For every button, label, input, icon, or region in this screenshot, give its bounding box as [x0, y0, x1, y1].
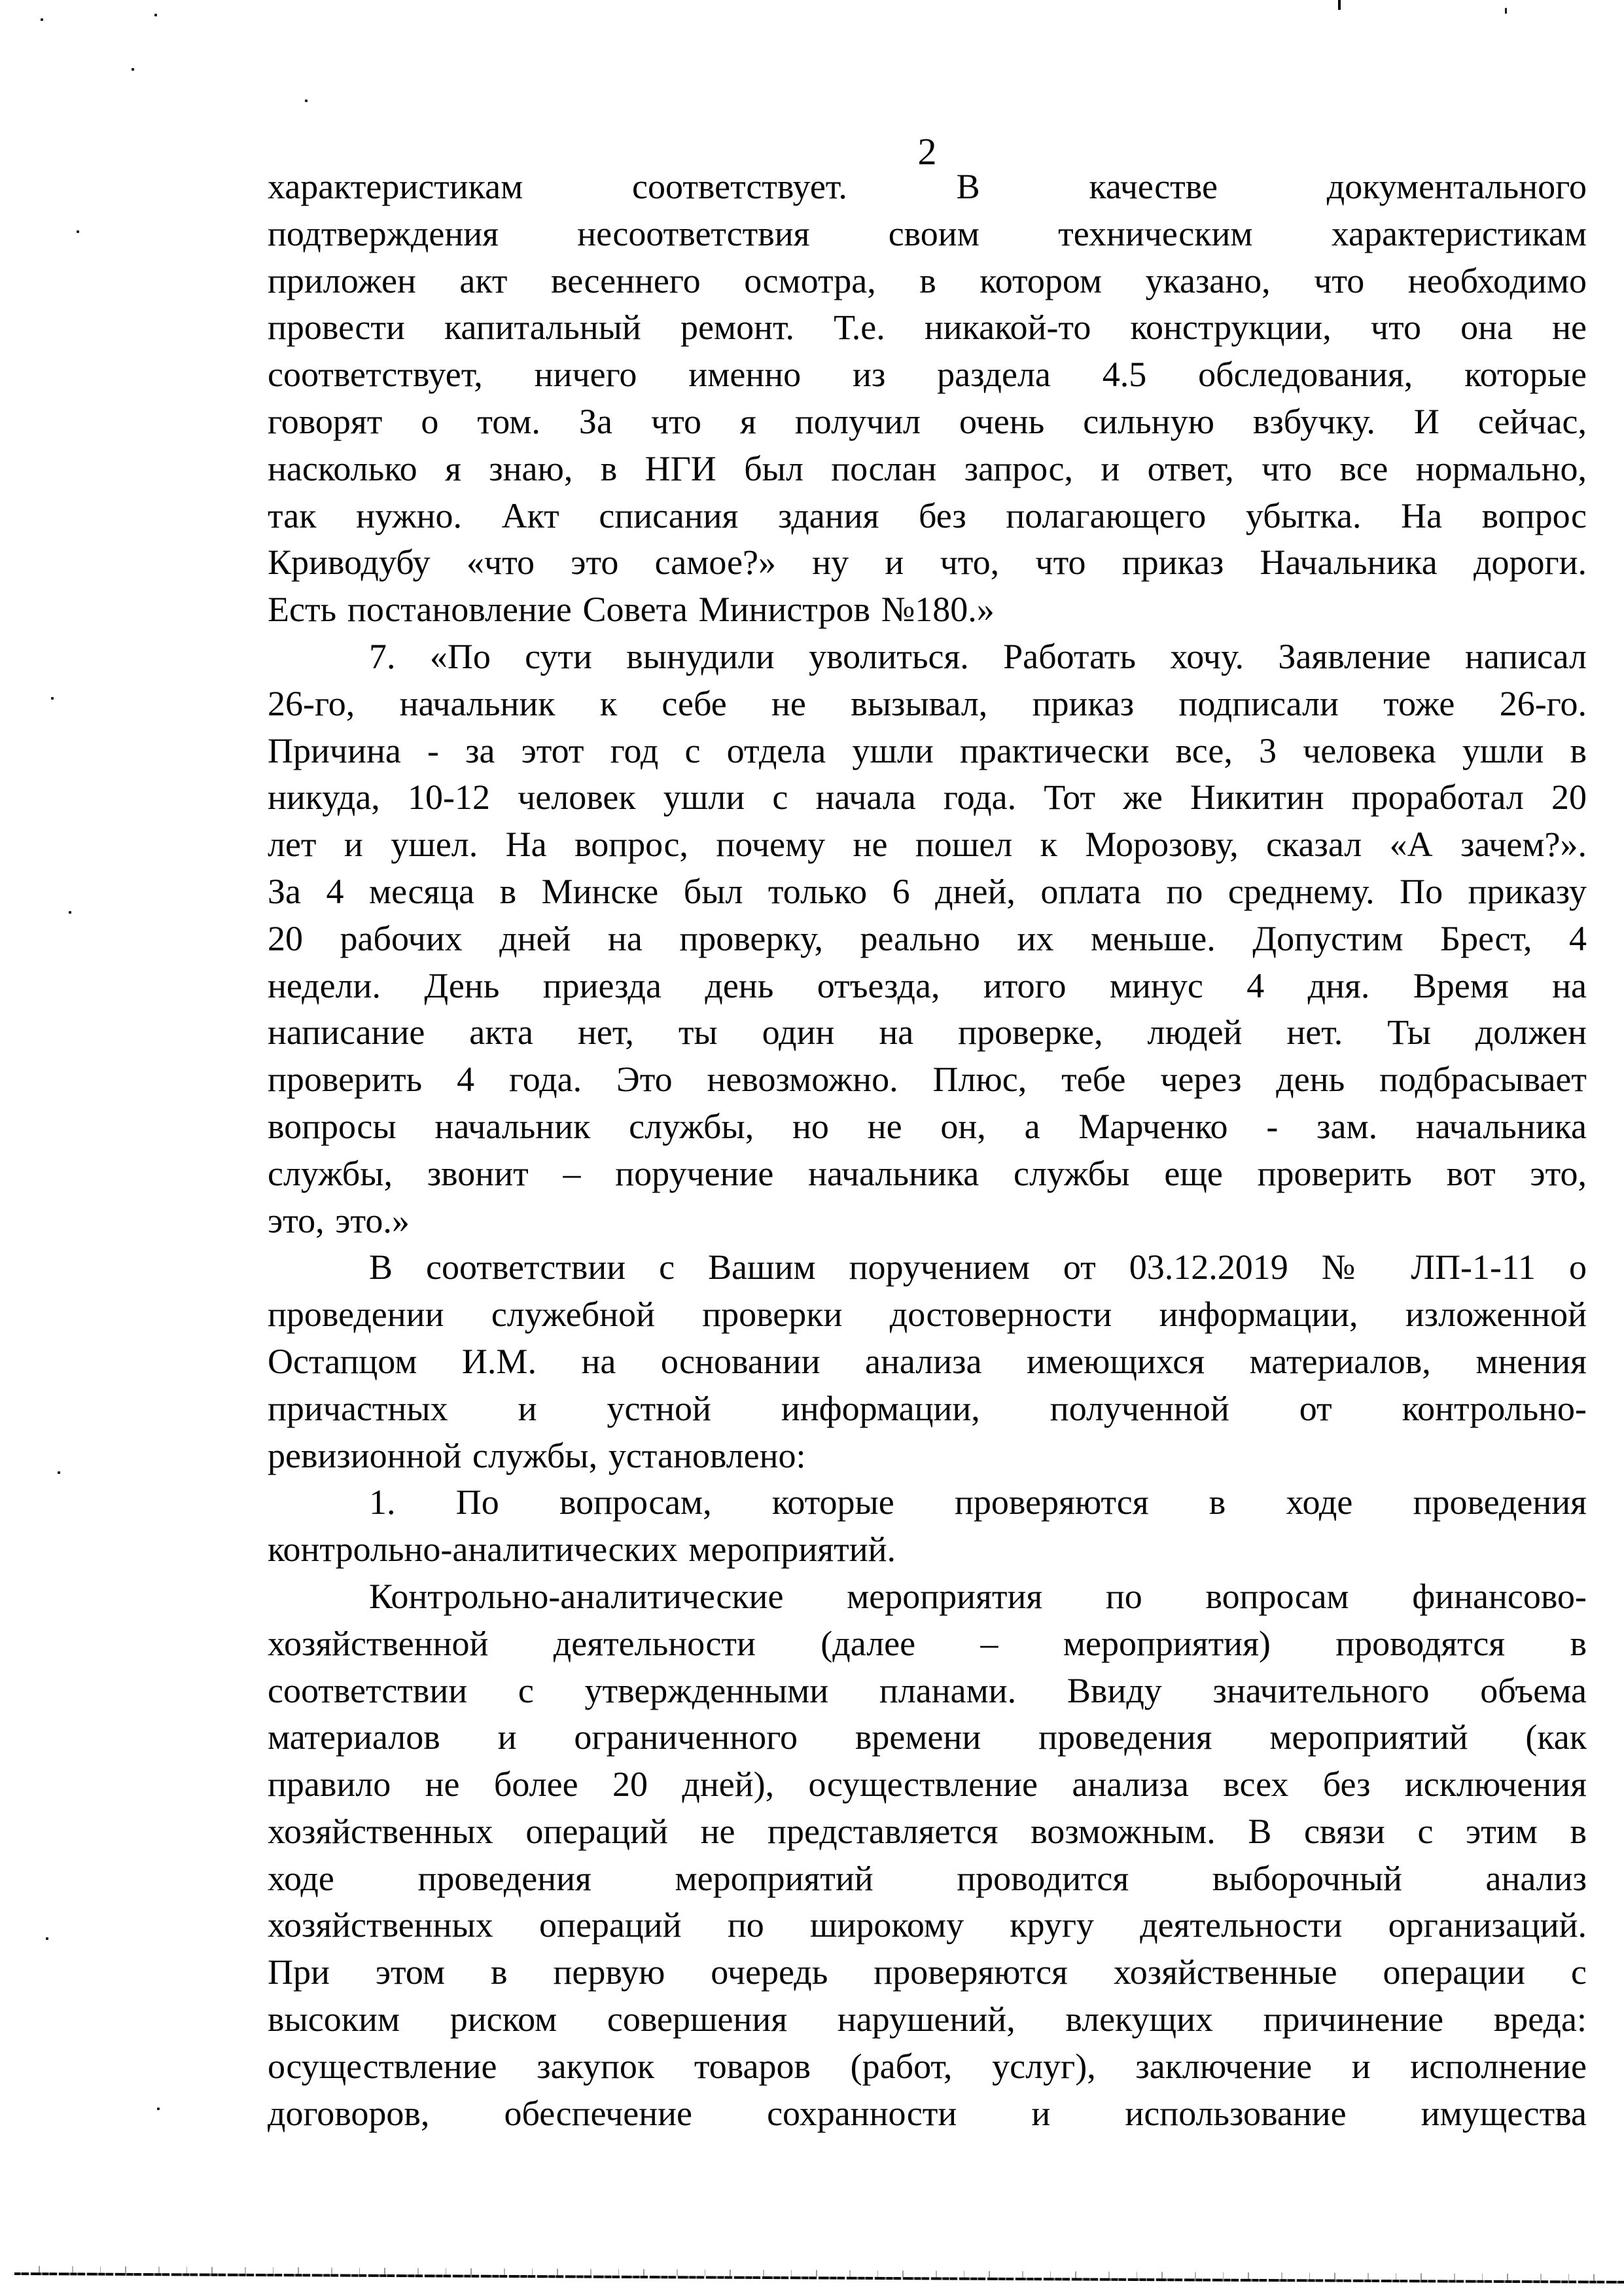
text-line: Криводубу «что это самое?» ну и что, что приказ Начальника дороги. [268, 543, 1587, 583]
text-line: ходе проведения мероприятий проводится выборочный анализ [268, 1858, 1587, 1898]
scan-speck [46, 1937, 48, 1940]
text-line: службы, звонит – поручение начальника службы еще проверить вот это, [268, 1153, 1587, 1193]
text-line: насколько я знаю, в НГИ был послан запрос, и ответ, что все нормально, [268, 448, 1587, 488]
text-line: Есть постановление Совета Министров №180.» [268, 590, 995, 630]
paragraph [268, 1479, 1587, 1573]
scan-speck [1505, 8, 1507, 14]
text-line: Причина - за этот год с отдела ушли практически все, 3 человека ушли в [268, 730, 1587, 770]
scan-speck [132, 68, 134, 71]
text-line: приложен акт весеннего осмотра, в котором указано, что необходимо [268, 260, 1587, 300]
text-line: Контрольно-аналитические мероприятия по вопросам финансово- [369, 1576, 1587, 1616]
scan-artifact-top-tick [1338, 0, 1341, 10]
text-line: лет и ушел. На вопрос, почему не пошел к Морозову, сказал «А зачем?». [268, 825, 1587, 865]
text-line: 20 рабочих дней на проверку, реально их меньше. Допустим Брест, 4 [268, 918, 1587, 958]
text-line: проверить 4 года. Это невозможно. Плюс, тебе через день подбрасывает [268, 1060, 1587, 1100]
text-line: ревизионной службы, установлено: [268, 1435, 806, 1475]
scan-speck [154, 14, 157, 16]
text-line: недели. День приезда день отъезда, итого минус 4 дня. Время на [268, 965, 1587, 1005]
text-line: соответствии с утвержденными планами. Ввиду значительного объема [268, 1670, 1587, 1710]
paragraph [268, 1573, 1587, 2138]
text-line: причастных и устной информации, полученной от контрольно- [268, 1388, 1587, 1428]
text-line: характеристикам соответствует. В качестве документального [268, 167, 1587, 206]
text-line: вопросы начальник службы, но не он, а Марченко - зам. начальника [268, 1106, 1587, 1146]
text-line: материалов и ограниченного времени проведения мероприятий (как [268, 1717, 1587, 1757]
paragraph [268, 164, 1587, 634]
scan-speck [41, 18, 43, 21]
text-line: За 4 месяца в Минске был только 6 дней, оплата по среднему. По приказу [268, 871, 1587, 911]
scan-speck [305, 99, 308, 102]
text-line: хозяйственных операций не представляется возможным. В связи с этим в [268, 1811, 1587, 1851]
text-line: проведении служебной проверки достоверности информации, изложенной [268, 1295, 1587, 1335]
text-line: контрольно-аналитических мероприятий. [268, 1530, 896, 1570]
text-line: хозяйственных операций по широкому кругу деятельности организаций. [268, 1905, 1587, 1945]
paragraph [268, 1244, 1587, 1479]
text-line: высоким риском совершения нарушений, влекущих причинение вреда: [268, 2000, 1587, 2039]
text-line: хозяйственной деятельности (далее – мероприятия) проводятся в [268, 1623, 1587, 1663]
text-line: провести капитальный ремонт. Т.е. никакой-то конструкции, что она не [268, 308, 1587, 348]
document-body [268, 164, 1587, 2137]
text-line: подтверждения несоответствия своим техническим характеристикам [268, 213, 1587, 253]
scan-speck [77, 230, 79, 233]
page-number: 2 [917, 130, 937, 173]
scan-speck [51, 697, 54, 700]
text-line: соответствует, ничего именно из раздела 4.5 обследования, которые [268, 355, 1587, 395]
text-line: 7. «По сути вынудили уволиться. Работать хочу. Заявление написал [369, 636, 1587, 676]
scan-speck [69, 911, 71, 914]
scan-speck [157, 2108, 160, 2110]
text-line: так нужно. Акт списания здания без полагающего убытка. На вопрос [268, 495, 1587, 535]
text-line: В соответствии с Вашим поручением от 03.12.2019 № ЛП-1-11 о [369, 1247, 1587, 1287]
paragraph [268, 634, 1587, 1244]
text-line: договоров, обеспечение сохранности и использование имущества [268, 2093, 1587, 2133]
text-line: написание акта нет, ты один на проверке, людей нет. Ты должен [268, 1013, 1587, 1052]
text-line: 1. По вопросам, которые проверяются в ходе проведения [369, 1482, 1587, 1522]
text-line: осуществление закупок товаров (работ, услуг), заключение и исполнение [268, 2046, 1587, 2086]
text-line: никуда, 10-12 человек ушли с начала года. Тот же Никитин проработал 20 [268, 778, 1587, 817]
scan-speck [58, 1471, 60, 1474]
text-line: 26-го, начальник к себе не вызывал, приказ подписали тоже 26-го. [268, 683, 1587, 723]
text-line: правило не более 20 дней), осуществление анализа всех без исключения [268, 1765, 1587, 1804]
text-line: говорят о том. За что я получил очень сильную взбучку. И сейчас, [268, 401, 1587, 441]
text-line: Остапцом И.М. на основании анализа имеющихся материалов, мнения [268, 1341, 1587, 1381]
text-line: это, это.» [268, 1200, 410, 1240]
text-line: При этом в первую очередь проверяются хозяйственные операции с [268, 1952, 1587, 1992]
